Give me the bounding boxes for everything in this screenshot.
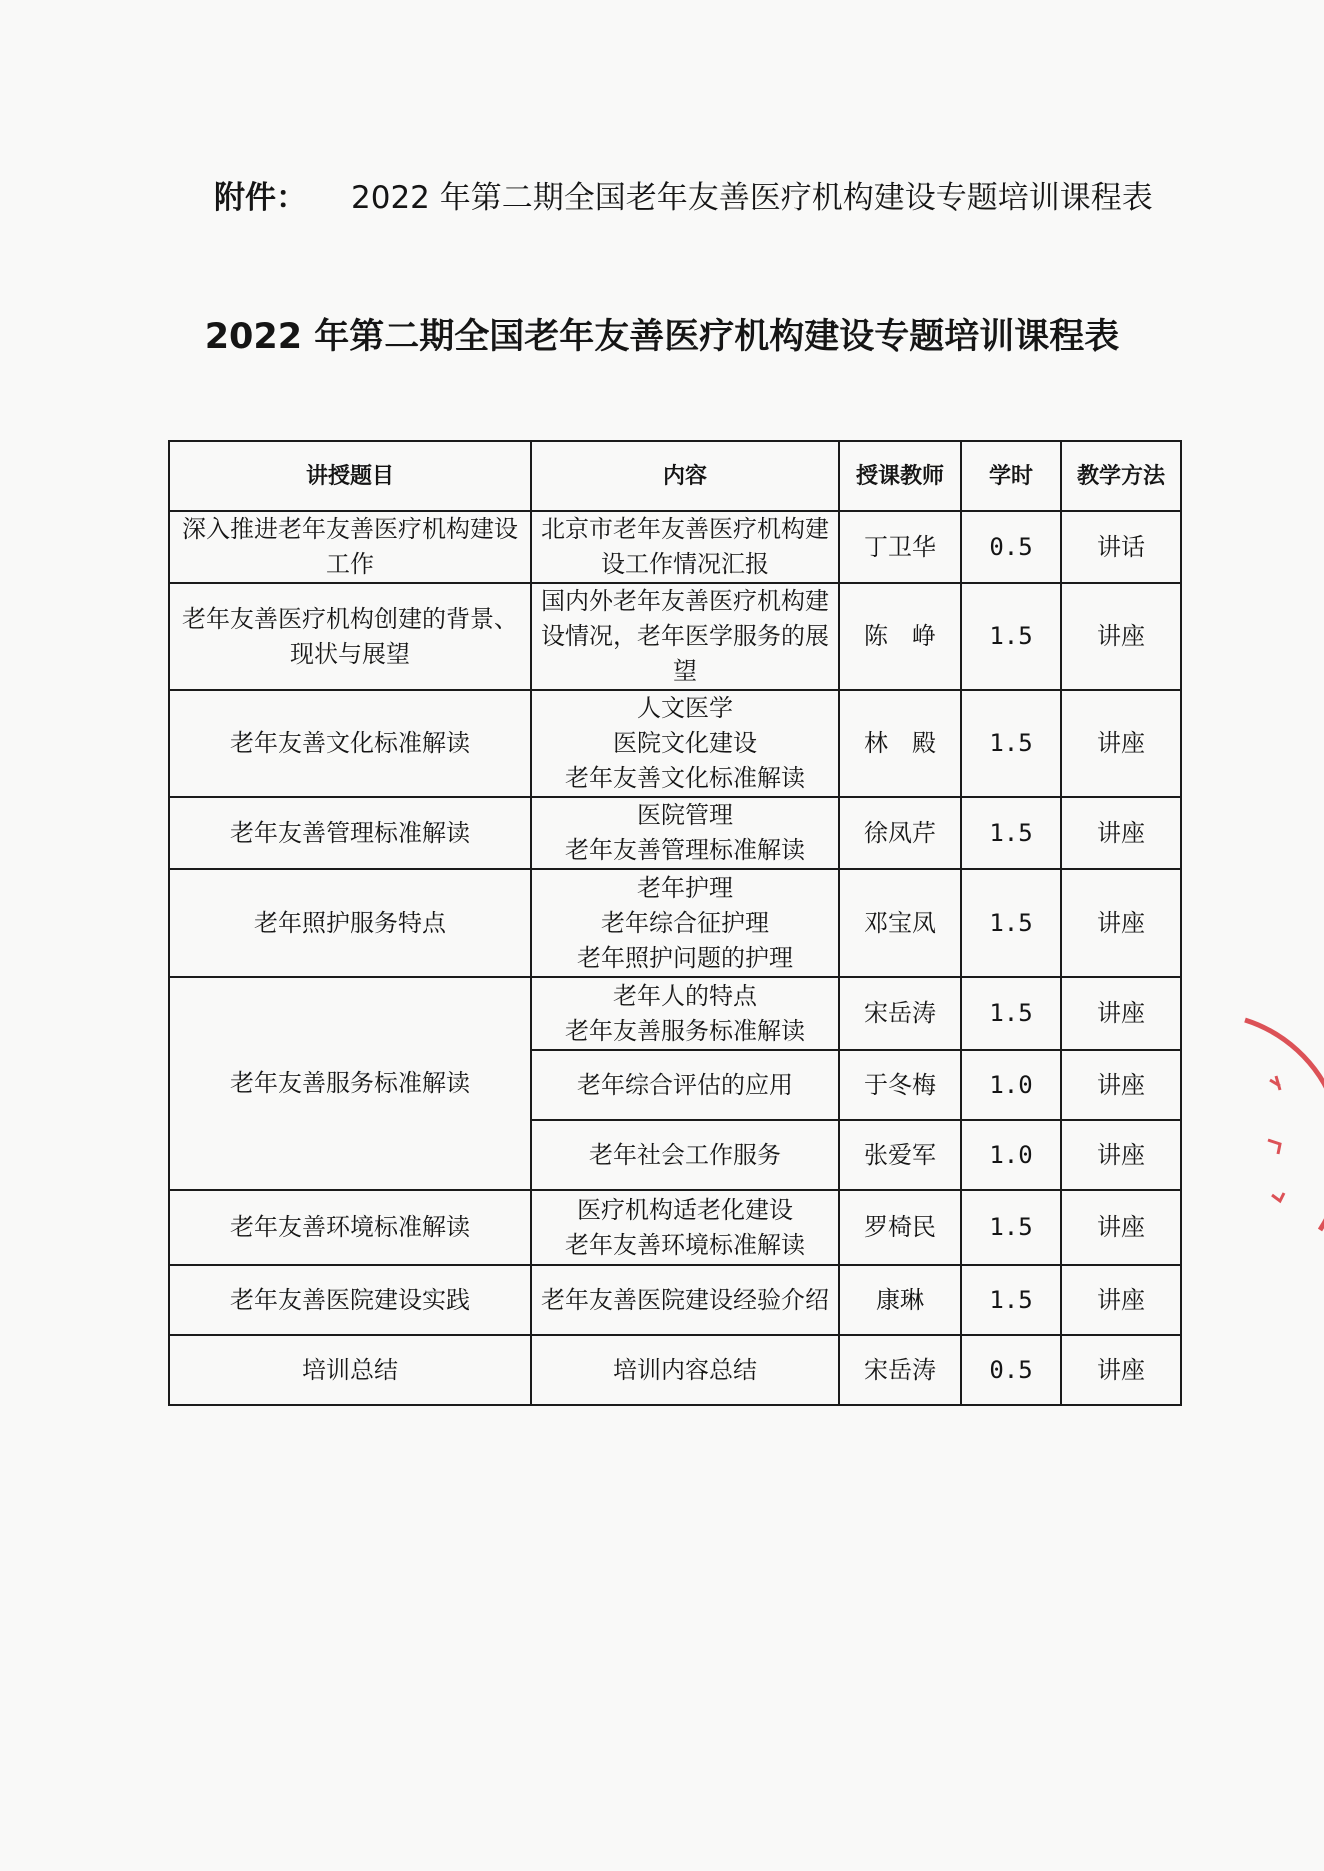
topic-cell: 老年友善环境标准解读 <box>169 1190 531 1265</box>
header-teacher: 授课教师 <box>839 441 961 511</box>
hours-cell: 0.5 <box>961 1335 1061 1405</box>
method-cell: 讲座 <box>1061 1335 1181 1405</box>
teacher-cell: 陈 峥 <box>839 583 961 690</box>
teacher-cell: 丁卫华 <box>839 511 961 583</box>
method-cell: 讲座 <box>1061 1120 1181 1190</box>
teacher-cell: 邓宝凤 <box>839 869 961 977</box>
table-header-row <box>169 441 1181 511</box>
content-cell: 老年友善医院建设经验介绍 <box>531 1265 839 1335</box>
table-row <box>169 690 1181 797</box>
content-cell: 老年人的特点 老年友善服务标准解读 <box>531 977 839 1050</box>
hours-cell: 1.5 <box>961 583 1061 690</box>
header-hours: 学时 <box>961 441 1061 511</box>
table-row <box>169 797 1181 869</box>
table-row <box>169 977 1181 1050</box>
document-title: 2022 年第二期全国老年友善医疗机构建设专题培训课程表 <box>204 317 1120 357</box>
method-cell: 讲座 <box>1061 1050 1181 1120</box>
hours-cell: 1.5 <box>961 690 1061 797</box>
attachment-line <box>214 172 1153 217</box>
teacher-cell: 张爱军 <box>839 1120 961 1190</box>
method-cell: 讲座 <box>1061 583 1181 690</box>
method-cell: 讲座 <box>1061 977 1181 1050</box>
teacher-cell: 徐凤芹 <box>839 797 961 869</box>
content-cell: 国内外老年友善医疗机构建设情况，老年医学服务的展望 <box>531 583 839 690</box>
table-row <box>169 1265 1181 1335</box>
topic-cell: 老年照护服务特点 <box>169 869 531 977</box>
teacher-cell: 林 殿 <box>839 690 961 797</box>
content-cell: 老年社会工作服务 <box>531 1120 839 1190</box>
hours-cell: 1.5 <box>961 977 1061 1050</box>
table-row <box>169 1335 1181 1405</box>
teacher-cell: 宋岳涛 <box>839 977 961 1050</box>
topic-cell: 老年友善文化标准解读 <box>169 690 531 797</box>
content-cell: 培训内容总结 <box>531 1335 839 1405</box>
header-method: 教学方法 <box>1061 441 1181 511</box>
method-cell: 讲话 <box>1061 511 1181 583</box>
table-row <box>169 1190 1181 1265</box>
method-cell: 讲座 <box>1061 1265 1181 1335</box>
method-cell: 讲座 <box>1061 797 1181 869</box>
content-cell: 北京市老年友善医疗机构建设工作情况汇报 <box>531 511 839 583</box>
topic-cell: 深入推进老年友善医疗机构建设工作 <box>169 511 531 583</box>
content-cell: 医疗机构适老化建设 老年友善环境标准解读 <box>531 1190 839 1265</box>
teacher-cell: 康琳 <box>839 1265 961 1335</box>
topic-cell: 老年友善服务标准解读 <box>169 977 531 1190</box>
topic-cell: 老年友善医院建设实践 <box>169 1265 531 1335</box>
hours-cell: 1.0 <box>961 1050 1061 1120</box>
hours-cell: 1.5 <box>961 797 1061 869</box>
hours-cell: 1.5 <box>961 1190 1061 1265</box>
content-cell: 人文医学 医院文化建设 老年友善文化标准解读 <box>531 690 839 797</box>
content-cell: 医院管理 老年友善管理标准解读 <box>531 797 839 869</box>
teacher-cell: 罗椅民 <box>839 1190 961 1265</box>
seal-mark <box>1268 1076 1284 1201</box>
hours-cell: 1.5 <box>961 1265 1061 1335</box>
topic-cell: 老年友善管理标准解读 <box>169 797 531 869</box>
content-cell: 老年综合评估的应用 <box>531 1050 839 1120</box>
topic-cell: 老年友善医疗机构创建的背景、现状与展望 <box>169 583 531 690</box>
hours-cell: 1.0 <box>961 1120 1061 1190</box>
method-cell: 讲座 <box>1061 1190 1181 1265</box>
table-row <box>169 583 1181 690</box>
topic-cell: 培训总结 <box>169 1335 531 1405</box>
attachment-label: 附件： <box>214 180 307 216</box>
method-cell: 讲座 <box>1061 690 1181 797</box>
method-cell: 讲座 <box>1061 869 1181 977</box>
header-topic: 讲授题目 <box>169 441 531 511</box>
table-row <box>169 869 1181 977</box>
hours-cell: 1.5 <box>961 869 1061 977</box>
header-content: 内容 <box>531 441 839 511</box>
official-seal-fragment <box>1240 1010 1324 1260</box>
content-cell: 老年护理 老年综合征护理 老年照护问题的护理 <box>531 869 839 977</box>
attachment-text: 2022 年第二期全国老年友善医疗机构建设专题培训课程表 <box>351 180 1153 216</box>
teacher-cell: 宋岳涛 <box>839 1335 961 1405</box>
seal-ring <box>1245 1020 1324 1230</box>
teacher-cell: 于冬梅 <box>839 1050 961 1120</box>
course-schedule-table <box>168 440 1182 1406</box>
table-row <box>169 511 1181 583</box>
hours-cell: 0.5 <box>961 511 1061 583</box>
